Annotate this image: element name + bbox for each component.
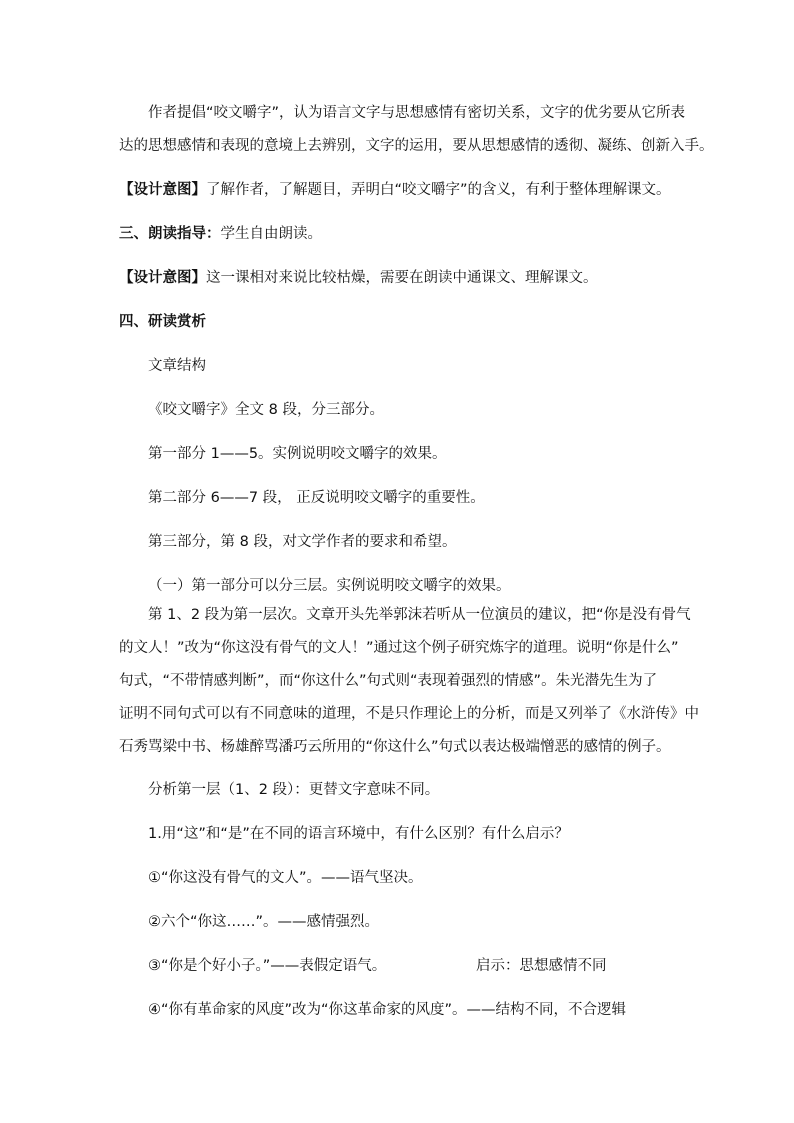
paragraph-line-3: 句式，“不带情感判断”，而“你这什么”句式则“表现着强烈的情感”。朱光潜先生为了	[119, 673, 658, 689]
subsection-1: （一）第一部分可以分三层。实例说明咬文嚼字的效果。	[148, 578, 511, 594]
structure-part-1: 第一部分 1——5。实例说明咬文嚼字的效果。	[148, 446, 447, 462]
design-intent-2	[119, 268, 598, 288]
design-intent-text: 这一课相对来说比较枯燥，需要在朗读中通课文、理解课文。	[206, 270, 598, 286]
design-intent-label: 【设计意图】	[119, 270, 206, 286]
analysis-item-2: ②六个“你这……”。——感情强烈。	[148, 914, 380, 930]
paragraph-line-5: 石秀骂梁中书、杨雄醉骂潘巧云所用的“你这什么”句式以表达极端憎恶的感情的例子。	[119, 739, 671, 755]
paragraph-line-2: 的文人！”改为“你这没有骨气的文人！”通过这个例子研究炼字的道理。说明“你是什么”	[119, 640, 679, 656]
structure-part-2: 第二部分 6——7 段， 正反说明咬文嚼字的重要性。	[148, 490, 485, 506]
analysis-item-3-note: 启示：思想感情不同	[476, 958, 607, 974]
section-4-heading: 四、研读赏析	[119, 314, 206, 330]
paragraph-line-4: 证明不同句式可以有不同意味的道理，不是只作理论上的分析，而是又列举了《水浒传》中	[119, 706, 699, 722]
intro-line-1: 作者提倡“咬文嚼字”，认为语言文字与思想感情有密切关系，文字的优劣要从它所表	[148, 105, 686, 121]
design-intent-text: 了解作者，了解题目，弄明白“咬文嚼字”的含义，有利于整体理解课文。	[206, 182, 671, 198]
structure-part-3: 第三部分，第 8 段，对文学作者的要求和希望。	[148, 534, 457, 550]
analysis-item-3: ③“你是个好小子。”——表假定语气。	[148, 958, 387, 974]
analysis-item-4: ④“你有革命家的风度”改为“你这革命家的风度”。——结构不同，不合逻辑	[148, 1002, 627, 1018]
analysis-title: 分析第一层（1、2 段）：更替文字意味不同。	[148, 782, 440, 798]
structure-title: 文章结构	[148, 358, 206, 374]
paragraph-line-1: 第 1、2 段为第一层次。文章开头先举郭沫若听从一位演员的建议，把“你是没有骨气	[148, 607, 691, 623]
analysis-question: 1.用“这”和“是”在不同的语言环境中，有什么区别？有什么启示？	[148, 826, 569, 842]
design-intent-1	[119, 180, 671, 200]
analysis-item-1: ①“你这没有骨气的文人”。——语气坚决。	[148, 870, 423, 886]
design-intent-label: 【设计意图】	[119, 182, 206, 198]
section-3	[119, 224, 322, 244]
structure-overview: 《咬文嚼字》全文 8 段，分三部分。	[148, 402, 384, 418]
intro-line-2: 达的思想感情和表现的意境上去辨别，文字的运用，要从思想感情的透彻、凝练、创新入手。	[119, 138, 714, 154]
section-3-text: 学生自由朗读。	[220, 226, 322, 242]
section-3-heading: 三、朗读指导：	[119, 226, 221, 242]
